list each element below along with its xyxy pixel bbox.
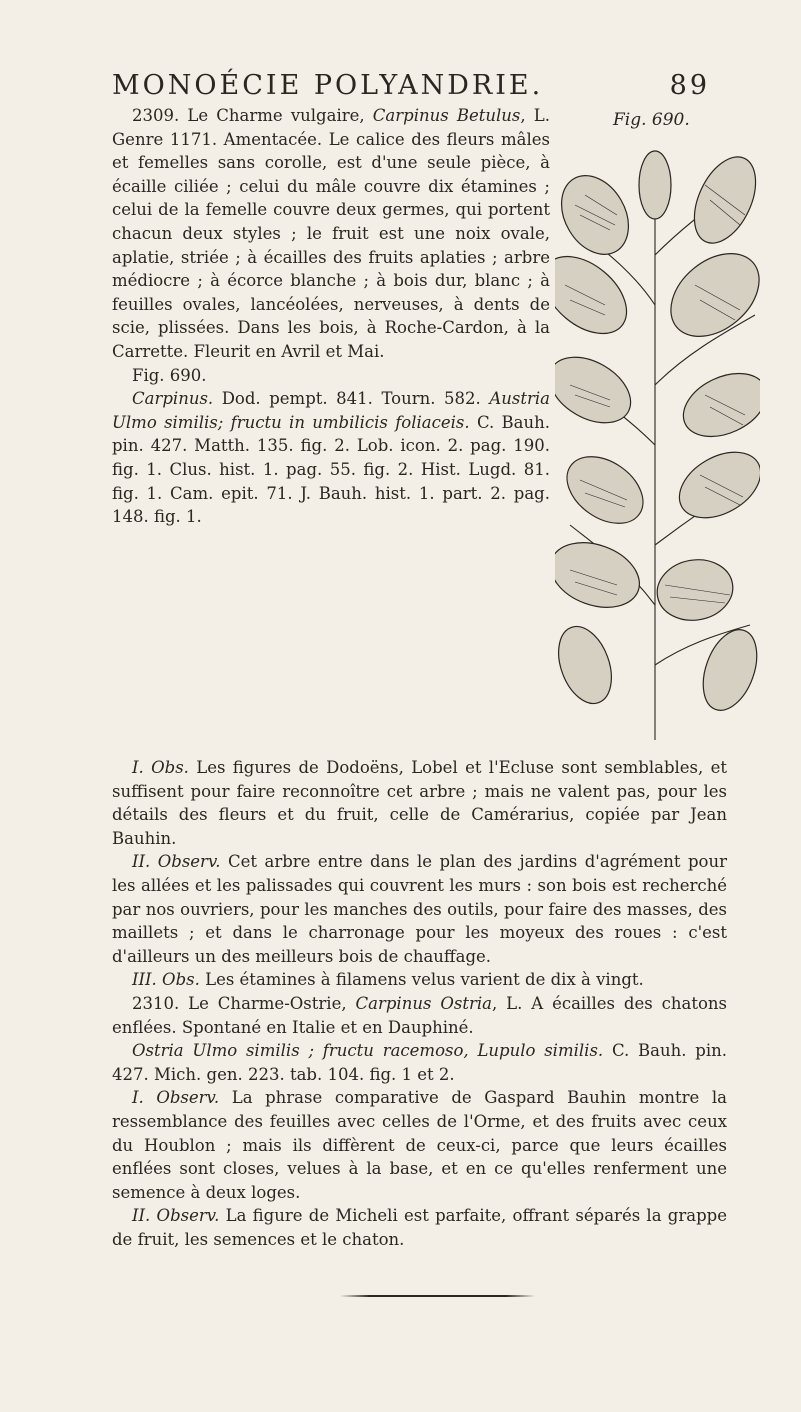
main-text-block — [112, 756, 727, 1251]
observation-text: Les étamines à filamens velus varient de dix à vingt. — [205, 970, 644, 990]
observation-heading: I. Obs. — [132, 758, 189, 777]
observation-text: Les figures de Dodoëns, Lobel et l'Ecluse sont semblables, et suffisent pour faire reconnoître cet arbre ; mais ne valent pas, pour les détails des fleurs et du fruit, celle de Camérarius, copiée par Jean Bauhin. — [112, 758, 727, 848]
page-number: 89 — [669, 70, 710, 101]
synonym-latin: Carpinus. — [132, 389, 214, 409]
entry-common-name: Le Charme-Ostrie, — [188, 993, 347, 1013]
synonym-refs: Dod. pempt. 841. Tourn. 582. — [221, 389, 481, 409]
running-title: MONOÉCIE POLYANDRIE. — [112, 70, 544, 101]
observation-1 — [112, 756, 727, 850]
synonym-latin: Ostria Ulmo similis ; fructu racemoso, Lupulo similis. — [132, 1041, 604, 1061]
observation-text: La figure de Micheli est parfaite, offrant séparés la grappe de fruit, les semences et le chaton. — [112, 1206, 727, 1249]
observation-text: La phrase comparative de Gaspard Bauhin montre la ressemblance des feuilles avec celles de l'Orme, et des fruits avec ceux du Houblon ; mais ils diffèrent de ceux-ci, parce que leurs écailles enflées sont closes, velues à la base, et en ce qu'elles renferment une semence à deux loges. — [112, 1088, 727, 1202]
entry-latin-name: Carpinus Betulus — [372, 106, 521, 125]
synonym-latin-2: Austria Ulmo similis; fructu in umbilicis foliaceis. — [112, 389, 550, 432]
observation-heading: II. Observ. — [132, 1206, 220, 1226]
observation-heading: I. Observ. — [132, 1088, 220, 1108]
observation-3 — [112, 968, 727, 992]
entry-common-name: Le Charme vulgaire, — [187, 106, 365, 125]
entry-text: , L. A écailles des chatons enflées. Spontané en Italie et en Dauphiné. — [112, 993, 727, 1037]
entry-text: , L. Genre 1171. Amentacée. Le calice des fleurs mâles et femelles sans corolle, est d'une seule pièce, à écaille ciliée ; celui du mâle couvre dix étamines ; celui de la femelle couvre deux germes, qui portent chacun deux styles ; le fruit est une noix ovale, aplatie, striée ; à écailles des fruits aplaties ; arbre médiocre ; à écorce blanche ; à bois dur, blanc ; à feuilles ovales, lancéolées, nerveuses, à dents de scie, plissées. Dans les bois, à Roche-Cardon, à la Carrette. Fleurit en Avril et Mai. — [112, 106, 550, 361]
entry-2309-column — [112, 104, 550, 529]
entry-2309-synonyms — [112, 387, 550, 529]
entry-2310-synonyms — [112, 1039, 727, 1086]
observation-heading: II. Observ. — [132, 852, 221, 872]
observation-heading: III. Obs. — [132, 970, 200, 990]
entry-2310-observation-2 — [112, 1204, 727, 1251]
entry-2310-observation-1 — [112, 1086, 727, 1204]
observation-2 — [112, 850, 727, 968]
observation-text: Cet arbre entre dans le plan des jardins d'agrément pour les allées et les palissades qui couvrent les murs : son bois est recherché par nos ouvriers, pour les manches des outils, pour faire des masses, des maillets ; et dans le charronage pour les moyeux des roues : c'est d'ailleurs un des meilleurs bois de chauffage. — [112, 852, 728, 966]
entry-2309-description — [112, 104, 550, 364]
entry-2310-description — [112, 992, 727, 1039]
entry-2309-figure-ref: Fig. 690. — [132, 365, 207, 385]
synonym-refs-2: C. Bauh. pin. 427. Matth. 135. fig. 2. Lob. icon. 2. pag. 190. fig. 1. Clus. hist. 1. pag. 55. fig. 2. Hist. Lugd. 81. fig. 1. Cam. epit. 71. J. Bauh. hist. 1. part. 2. pag. 148. fig. 1. — [112, 412, 550, 527]
entry-number: 2310. — [132, 993, 180, 1013]
entry-number: 2309. — [132, 106, 180, 125]
entry-latin-name: Carpinus Ostria — [355, 993, 492, 1013]
synonym-refs: C. Bauh. pin. 427. Mich. gen. 223. tab. 104. fig. 1 et 2. — [112, 1041, 727, 1084]
figure-label: Fig. 690. — [613, 110, 690, 130]
end-rule-divider — [340, 1295, 535, 1297]
hornbeam-engraving — [555, 145, 760, 740]
